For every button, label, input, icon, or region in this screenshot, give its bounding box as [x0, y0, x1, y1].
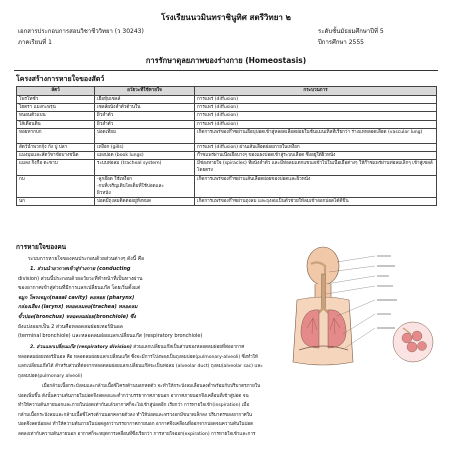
- table-row: [17, 120, 437, 128]
- trachea-shape: [322, 274, 326, 308]
- alveolus-shape: [418, 342, 427, 351]
- cell-organ: เยื่อหุ้มเซลล์: [95, 96, 195, 104]
- breathing-line: ปอดเพิ่มขึ้น ดังนั้นความดันภายในปอดจึงลดลงและต่ำกว่าบรรยากาศภายนอก อากาศภายนอกจึงเคลื่อนที่เข้าสู่ปอด จน: [18, 393, 249, 399]
- breathing-line: ลดลงเท่ากับความดันภายนอก อากาศก็จะหยุดการเคลื่อนที่ซึ่งเรียกว่า การหายใจออก(expiration) การหายใจเข้าและการ: [18, 431, 256, 437]
- table-header-row: [17, 87, 437, 96]
- part1-line: division) ส่วนนี้ประกอบด้วยอวัยวะที่ทำหน้าที่เป็นทางผ่าน: [18, 275, 143, 282]
- cell-process: มีช่องหายใจ (spiracles) ที่ผนังลำตัว และมีท่อลมแตกแขนงเข้าไปในเนื้อเยื่อต่างๆ ให้ก๊าซแพร่ผ่านท่อลมเล็กๆ เข้าสู่เซลล์โดยตรง: [195, 160, 437, 175]
- breathing-line: กล้ามเนื้อกระบังลมและกล้ามเนื้อซี่โครงด้านนอกคลายตัวลง ทำให้ปอดและทรวงอกมีขนาดเล็กลง ปริมาตรของอากาศใน: [18, 412, 253, 418]
- course-title: เอกสารประกอบการสอนวิชาชีววิทยา (ว 30243): [18, 28, 144, 35]
- alveolus-shape: [412, 331, 422, 341]
- cell-animal: แมลง กิ้งกือ ตะขาบ: [17, 160, 95, 175]
- cell-organ: ระบบท่อลม (tracheal system): [95, 160, 195, 175]
- part1-line: ยังแบ่งออกเป็น 2 ส่วนคือหลอดลมฝอยเทอร์มินอล: [18, 323, 123, 330]
- table-row: [17, 160, 437, 175]
- table-row: [17, 128, 437, 143]
- cell-organ-line: -กบที่เจริญเติบโตเต็มที่ใช้ปอดและ: [97, 183, 164, 189]
- cell-process: เกิดการแพร่ของก๊าซผ่านเยื่อบุปอดเข้าสู่หลอดเลือดฝอยในชั้นแมนเทิลที่เรียกว่า ร่างแหหลอดเลือด (vascular lung): [195, 128, 437, 143]
- class-level: ระดับชั้นมัธยมศึกษาปีที่ 5: [318, 28, 384, 35]
- label-line: [337, 256, 375, 262]
- part1-line: ขั้วปอด(bronchus) หลอดลมฝอย(bronchiole) ซึ่ง: [18, 313, 136, 320]
- part2-line: หลอดลมฝอยเทอร์มินอล คือ หลอดลมฝอยแลกเปลี่ยนแก๊ส ซึ่งจะมีการโป่งพองเป็นถุงลมปอด(pulmonary-alveoli) ซึ่งทำให้: [18, 354, 258, 360]
- cell-process: การแพร่ (diffusion): [195, 112, 437, 120]
- part2-line: แลกเปลี่ยนแก๊สได้ สำหรับส่วนที่ต่อจากหลอดลมฝอยแลกเปลี่ยนแก๊สจะเป็นท่อลม (alveolar duct) ถุงลม(alveolar sac) และ: [18, 364, 263, 370]
- cell-organ: เซลล์ผนังลำตัวด้านใน: [95, 104, 195, 112]
- cell-process: การแพร่ (diffusion) ผ่านเส้นเลือดฝอยภายในเหงือก: [195, 143, 437, 151]
- part1-paragraph: [18, 265, 283, 342]
- school-name: โรงเรียนนวมินทราชินูทิศ สตรีวิทยา ๒: [161, 13, 291, 22]
- breathing-line: ทำให้ความดันภายนอกและภายในปอดเท่ากันแล้วอากาศก็จะไม่เข้าสู่ปอดอีก เรียกว่า การหายใจเข้า(inspiration) เมื่อ: [18, 403, 250, 409]
- cell-organ-line: ผิวหนัง: [97, 191, 111, 197]
- part1-line: (terminal bronchiole) และหลอดลมฝอยแลกเปลี่ยนแก๊ส (respiratory bronchiole): [18, 333, 203, 340]
- topic-title: การรักษาดุลยภาพของร่างกาย (Homeostasis): [145, 56, 307, 65]
- alveolus-shape: [402, 333, 412, 343]
- section-title-animals: โครงสร้างการหายใจของสัตว์: [16, 75, 105, 83]
- cell-process: เกิดการแพร่ของก๊าซผ่านเส้นเลือดฝอยของปอดและผิวหนัง: [195, 175, 437, 198]
- table-row: [17, 112, 437, 120]
- human-intro: ระบบการหายใจของคนประกอบด้วยส่วนต่างๆ ดังนี้ คือ: [28, 256, 145, 262]
- respiratory-organ-table: [16, 86, 437, 206]
- cell-organ: เหงือก (gills): [95, 143, 195, 151]
- cell-animal: กบ: [17, 175, 95, 198]
- breathing-paragraph: [18, 382, 438, 440]
- table-row: [17, 104, 437, 112]
- cell-organ-line: -ลูกอ๊อด ใช้เหงือก: [97, 176, 132, 182]
- alveolus-shape: [407, 342, 417, 352]
- part2-line: ถุงลมปอด(pulmonary alveoli): [18, 373, 83, 379]
- cell-organ: แผงปอด (book lungs): [95, 152, 195, 160]
- cell-animal: นก: [17, 198, 95, 206]
- cell-organ: ผิวลำตัว: [95, 120, 195, 128]
- topic-rule: [14, 70, 438, 71]
- academic-year: ปีการศึกษา 2555: [318, 39, 364, 46]
- breathing-line: เมื่อกล้ามเนื้อกระบังลมและกล้ามเนื้อซี่โครงด้านนอกหดตัว จะทำให้กระบังลมเลื่อนลงต่ำพร้อมกับปริมาตรภายใน: [42, 384, 261, 389]
- column-header-organ: อวัยวะที่ใช้หายใจ: [95, 87, 195, 96]
- cell-animal: หอยทากบก: [17, 128, 95, 143]
- cell-animal: สัตว์น้ำพวกกุ้ง กั้ง ปู ปลา: [17, 143, 95, 151]
- table-row: [17, 175, 437, 198]
- cell-animal: ไฮดรา แมงกะพรุน: [17, 104, 95, 112]
- cell-process: ก๊าซแพร่ผ่านเนื้อเยื่อบางๆ ของแผงปอดเข้าสู่ระบบเลือด ซึ่งอยู่ใต้ผิวหนัง: [195, 152, 437, 160]
- cell-animal: แมงมุมและสัตว์ขาข้อบางชนิด: [17, 152, 95, 160]
- semester: ภาคเรียนที่ 1: [18, 39, 52, 46]
- table-row: [17, 96, 437, 104]
- cell-process: การแพร่ (diffusion): [195, 120, 437, 128]
- part1-line: กล่องเสียง (larynx) หลอดลมคอ(trachea) หลอดลม: [18, 304, 138, 311]
- section-title-human: การหายใจของคน: [16, 243, 67, 251]
- breathing-line: ปอดจึงลดน้อยลง ทำให้ความดันภายในปอดสูงกว่าบรรยากาศภายนอก อากาศจึงเคลื่อนที่ออกจากปอดจนความดันในปอด: [18, 422, 254, 428]
- cell-animal: โพรโทซัว: [17, 96, 95, 104]
- cell-organ: ปอดมีถุงลมติดต่ออยู่ทั้งหมด: [95, 198, 195, 206]
- cell-organ: ผิวลำตัว: [95, 112, 195, 120]
- cell-process: การแพร่ (diffusion): [195, 96, 437, 104]
- table-row: [17, 152, 437, 160]
- part2-line: ส่วนแลกเปลี่ยนแก๊สเป็นส่วนของหลอดลมฝอยที่ต่ออากาศ: [133, 345, 245, 350]
- part1-line: จมูก โพรงจมูก(nasal cavity) คอหอย (pharynx): [18, 294, 135, 301]
- label-line: [326, 286, 375, 294]
- cell-process: เกิดการแพร่ของก๊าซผ่านถุงลม และถุงลมเป็นตัวช่วยให้ลมเข้าออกปอดได้ดีขึ้น: [195, 198, 437, 206]
- cell-organ: ปอดเทียม: [95, 128, 195, 143]
- cell-animal: หนอนตัวแบน: [17, 112, 95, 120]
- table-row: [17, 143, 437, 151]
- cell-process: การแพร่ (diffusion): [195, 104, 437, 112]
- column-header-animal: สัตว์: [17, 87, 95, 96]
- part2-heading: 2. ส่วนแลกเปลี่ยนแก๊ส (respiratory division): [30, 345, 132, 350]
- cell-animal: ไส้เดือนดิน: [17, 120, 95, 128]
- respiratory-system-illustration: [285, 244, 440, 370]
- part1-line: ของอากาศเข้าสู่ส่วนที่มีการแลกเปลี่ยนแก๊ส โดยเริ่มตั้งแต่: [18, 285, 141, 292]
- column-header-process: กระบวนการ: [195, 87, 437, 96]
- cell-organ: [95, 175, 195, 198]
- table-row: [17, 198, 437, 206]
- part1-heading: 1. ส่วนนำอากาศเข้าสู่ร่างกาย (conducting: [30, 266, 131, 272]
